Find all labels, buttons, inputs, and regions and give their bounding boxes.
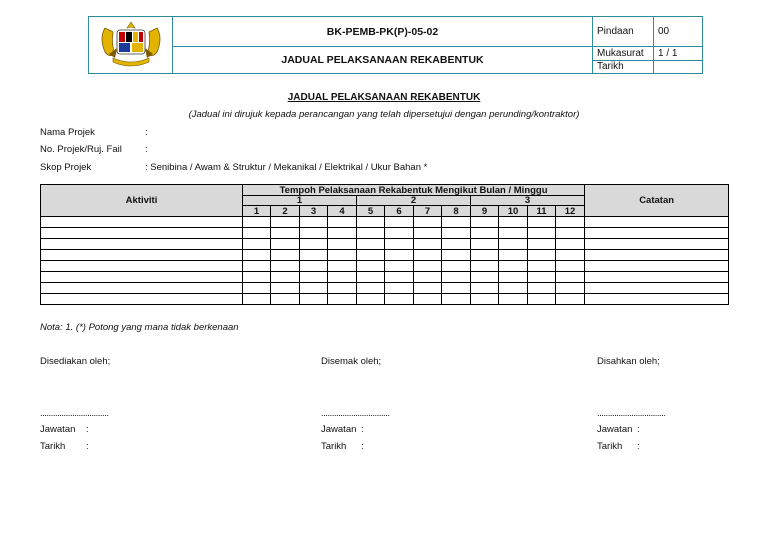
week-cell[interactable] (271, 294, 300, 305)
tarikh-label-disemak: Tarikh (321, 441, 347, 452)
schedule-table (40, 184, 729, 305)
week-cell[interactable] (243, 239, 271, 250)
week-cell[interactable] (471, 261, 499, 272)
week-cell[interactable] (414, 250, 442, 261)
week-cell[interactable] (300, 250, 328, 261)
aktiviti-cell[interactable] (41, 250, 243, 261)
table-row (41, 239, 729, 250)
week-cell[interactable] (385, 272, 414, 283)
week-cell[interactable] (385, 239, 414, 250)
field-label-no-projek: No. Projek/Ruj. Fail (40, 144, 122, 155)
week-cell[interactable] (556, 294, 585, 305)
month-header-1: 1 (243, 196, 357, 206)
week-cell[interactable] (357, 239, 385, 250)
catatan-cell[interactable] (585, 217, 729, 228)
signature-line-disediakan[interactable]: ................................ (40, 408, 109, 419)
document-title: JADUAL PELAKSANAAN REKABENTUK (287, 92, 481, 103)
week-cell[interactable] (414, 294, 442, 305)
aktiviti-cell[interactable] (41, 283, 243, 294)
week-cell[interactable] (528, 272, 556, 283)
week-cell[interactable] (328, 239, 357, 250)
week-cell[interactable] (442, 239, 471, 250)
aktiviti-cell[interactable] (41, 217, 243, 228)
week-cell[interactable] (328, 228, 357, 239)
week-cell[interactable] (300, 217, 328, 228)
form-header (88, 16, 703, 74)
week-cell[interactable] (357, 261, 385, 272)
week-cell[interactable] (556, 217, 585, 228)
form-code: BK-PEMB-PK(P)-05-02 (173, 17, 593, 47)
week-cell[interactable] (328, 261, 357, 272)
week-header: 11 (528, 206, 556, 217)
week-cell[interactable] (499, 250, 528, 261)
week-cell[interactable] (300, 228, 328, 239)
jawatan-label-disahkan: Jawatan (597, 424, 633, 435)
jawatan-sep-disemak: : (361, 424, 364, 435)
week-cell[interactable] (471, 250, 499, 261)
week-header: 12 (556, 206, 585, 217)
jawatan-sep-disahkan: : (637, 424, 640, 435)
week-cell[interactable] (528, 239, 556, 250)
week-cell[interactable] (528, 283, 556, 294)
field-value-no-projek[interactable]: : (145, 144, 148, 155)
table-row (41, 294, 729, 305)
week-cell[interactable] (328, 294, 357, 305)
catatan-cell[interactable] (585, 261, 729, 272)
aktiviti-cell[interactable] (41, 239, 243, 250)
week-cell[interactable] (357, 217, 385, 228)
catatan-cell[interactable] (585, 228, 729, 239)
table-row (41, 250, 729, 261)
week-cell[interactable] (385, 250, 414, 261)
week-cell[interactable] (414, 272, 442, 283)
week-cell[interactable] (328, 272, 357, 283)
schedule-table-body (41, 217, 729, 305)
week-header: 10 (499, 206, 528, 217)
mukasurat-value: 1 / 1 (654, 48, 702, 61)
week-cell[interactable] (243, 283, 271, 294)
month-header-3: 3 (471, 196, 585, 206)
week-cell[interactable] (556, 239, 585, 250)
mukasurat-tarikh-labels (593, 47, 654, 74)
week-cell[interactable] (300, 272, 328, 283)
week-cell[interactable] (243, 228, 271, 239)
week-cell[interactable] (499, 272, 528, 283)
crest-cell (89, 17, 173, 74)
week-cell[interactable] (300, 283, 328, 294)
catatan-cell[interactable] (585, 239, 729, 250)
week-cell[interactable] (414, 239, 442, 250)
week-cell[interactable] (499, 228, 528, 239)
week-cell[interactable] (528, 294, 556, 305)
jawatan-label-disediakan: Jawatan (40, 424, 76, 435)
note-text: Nota: 1. (*) Potong yang mana tidak berkenaan (40, 322, 239, 333)
week-cell[interactable] (442, 272, 471, 283)
week-cell[interactable] (414, 217, 442, 228)
week-cell[interactable] (442, 250, 471, 261)
week-cell[interactable] (499, 217, 528, 228)
week-cell[interactable] (471, 294, 499, 305)
week-cell[interactable] (471, 239, 499, 250)
table-row (41, 283, 729, 294)
jawatan-label-disemak: Jawatan (321, 424, 357, 435)
field-label-skop-projek: Skop Projek (40, 162, 92, 173)
week-cell[interactable] (414, 261, 442, 272)
week-cell[interactable] (528, 261, 556, 272)
week-cell[interactable] (271, 217, 300, 228)
week-cell[interactable] (442, 283, 471, 294)
coat-of-arms-logo (95, 18, 167, 70)
document-subtitle: (Jadual ini dirujuk kepada perancangan yang telah dipersetujui dengan perunding/kontraktor) (188, 109, 580, 120)
week-cell[interactable] (300, 261, 328, 272)
week-cell[interactable] (471, 228, 499, 239)
week-cell[interactable] (271, 283, 300, 294)
week-header: 6 (385, 206, 414, 217)
week-header: 3 (300, 206, 328, 217)
tarikh-label-disediakan: Tarikh (40, 441, 66, 452)
week-cell[interactable] (499, 294, 528, 305)
form-title: JADUAL PELAKSANAAN REKABENTUK (173, 47, 593, 74)
week-cell[interactable] (243, 294, 271, 305)
week-cell[interactable] (528, 250, 556, 261)
week-cell[interactable] (528, 217, 556, 228)
catatan-cell[interactable] (585, 283, 729, 294)
table-row (41, 228, 729, 239)
week-cell[interactable] (271, 261, 300, 272)
week-cell[interactable] (243, 272, 271, 283)
week-cell[interactable] (442, 261, 471, 272)
week-cell[interactable] (499, 239, 528, 250)
jawatan-sep-disediakan: : (86, 424, 89, 435)
week-cell[interactable] (328, 217, 357, 228)
week-cell[interactable] (243, 250, 271, 261)
week-cell[interactable] (528, 228, 556, 239)
pindaan-value: 00 (654, 17, 703, 47)
week-header: 7 (414, 206, 442, 217)
table-row (41, 272, 729, 283)
mukasurat-tarikh-values (654, 47, 703, 74)
signature-title-disediakan: Disediakan oleh; (40, 356, 111, 367)
field-label-nama-projek: Nama Projek (40, 127, 95, 138)
week-cell[interactable] (556, 228, 585, 239)
tarikh-label: Tarikh (597, 60, 624, 72)
week-cell[interactable] (556, 261, 585, 272)
week-cell[interactable] (471, 217, 499, 228)
week-cell[interactable] (271, 272, 300, 283)
week-cell[interactable] (328, 250, 357, 261)
week-header: 5 (357, 206, 385, 217)
aktiviti-cell[interactable] (41, 261, 243, 272)
week-cell[interactable] (556, 250, 585, 261)
week-cell[interactable] (442, 217, 471, 228)
week-cell[interactable] (471, 283, 499, 294)
week-cell[interactable] (499, 261, 528, 272)
aktiviti-header: Aktiviti (41, 185, 243, 217)
week-header: 4 (328, 206, 357, 217)
catatan-cell[interactable] (585, 250, 729, 261)
tarikh-sep-disediakan: : (86, 441, 89, 452)
week-cell[interactable] (442, 228, 471, 239)
field-value-skop-projek[interactable]: : Senibina / Awam & Struktur / Mekanikal / Elektrikal / Ukur Bahan * (145, 162, 428, 173)
signature-line-disemak[interactable]: ................................ (321, 408, 390, 419)
week-cell[interactable] (328, 283, 357, 294)
signature-line-disahkan[interactable]: ................................ (597, 408, 666, 419)
week-cell[interactable] (243, 217, 271, 228)
week-cell[interactable] (385, 261, 414, 272)
signature-title-disemak: Disemak oleh; (321, 356, 382, 367)
week-cell[interactable] (385, 283, 414, 294)
tempoh-header: Tempoh Pelaksanaan Rekabentuk Mengikut Bulan / Minggu (243, 185, 585, 196)
aktiviti-cell[interactable] (41, 272, 243, 283)
aktiviti-cell[interactable] (41, 294, 243, 305)
week-header: 8 (442, 206, 471, 217)
week-cell[interactable] (243, 261, 271, 272)
week-cell[interactable] (271, 239, 300, 250)
week-cell[interactable] (357, 250, 385, 261)
week-cell[interactable] (556, 283, 585, 294)
week-cell[interactable] (414, 283, 442, 294)
week-cell[interactable] (357, 294, 385, 305)
tarikh-sep-disahkan: : (637, 441, 640, 452)
week-cell[interactable] (414, 228, 442, 239)
week-cell[interactable] (300, 239, 328, 250)
tarikh-value (654, 61, 702, 73)
catatan-cell[interactable] (585, 272, 729, 283)
week-cell[interactable] (556, 272, 585, 283)
mukasurat-label: Mukasurat (593, 48, 653, 61)
week-cell[interactable] (357, 272, 385, 283)
signature-title-disahkan: Disahkan oleh; (597, 356, 660, 367)
week-cell[interactable] (357, 228, 385, 239)
tarikh-sep-disemak: : (361, 441, 364, 452)
aktiviti-cell[interactable] (41, 228, 243, 239)
week-cell[interactable] (300, 294, 328, 305)
week-cell[interactable] (385, 294, 414, 305)
tarikh-label-disahkan: Tarikh (597, 441, 623, 452)
table-row (41, 217, 729, 228)
week-cell[interactable] (471, 272, 499, 283)
week-cell[interactable] (385, 217, 414, 228)
week-header: 9 (471, 206, 499, 217)
week-cell[interactable] (271, 228, 300, 239)
week-cell[interactable] (442, 294, 471, 305)
week-header: 2 (271, 206, 300, 217)
month-header-2: 2 (357, 196, 471, 206)
week-cell[interactable] (357, 283, 385, 294)
catatan-header: Catatan (585, 185, 729, 217)
week-cell[interactable] (385, 228, 414, 239)
field-value-nama-projek[interactable]: : (145, 127, 148, 138)
pindaan-label: Pindaan (593, 17, 654, 47)
week-header: 1 (243, 206, 271, 217)
table-row (41, 261, 729, 272)
catatan-cell[interactable] (585, 294, 729, 305)
week-cell[interactable] (499, 283, 528, 294)
week-cell[interactable] (271, 250, 300, 261)
